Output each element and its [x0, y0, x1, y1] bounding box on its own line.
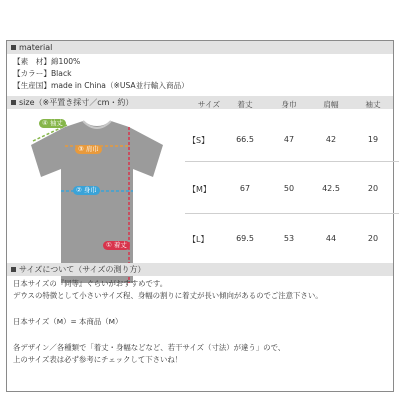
col-header-sleeve: 袖丈: [365, 100, 381, 109]
material-fabric: 【素 材】綿100%: [13, 57, 81, 66]
cell-m-sleeve: 20: [367, 184, 379, 193]
row-label-s: 【S】: [188, 136, 210, 145]
cell-l-shoulder: 44: [325, 234, 337, 243]
row-label-l: 【L】: [188, 235, 209, 244]
cell-m-width: 50: [283, 184, 295, 193]
length-marker: ① 着丈: [103, 241, 130, 250]
material-heading: material: [19, 43, 53, 52]
col-header-length: 着丈: [237, 100, 253, 109]
size-heading: size（※平置き採寸／cm・約）: [19, 98, 134, 107]
cell-m-shoulder: 42.5: [322, 184, 340, 193]
row-divider: [185, 161, 399, 162]
material-origin: 【生産国】made in China（※USA並行輸入商品）: [13, 81, 189, 90]
row-divider: [185, 213, 399, 214]
about-line: 各デザイン／各種類で「着丈・身幅などなど、若干サイズ（寸法）が違う」ので、: [13, 343, 286, 352]
shoulder-marker: ③ 肩巾: [75, 145, 102, 154]
row-label-m: 【M】: [188, 185, 211, 194]
square-bullet-icon: [11, 45, 16, 50]
cell-s-length: 66.5: [236, 135, 254, 144]
cell-s-shoulder: 42: [325, 135, 337, 144]
about-line: 日本サイズの『同等』ぐらいがおすすめです。: [13, 279, 168, 288]
cell-s-sleeve: 19: [367, 135, 379, 144]
width-marker: ② 身巾: [73, 186, 100, 195]
about-heading: サイズについて（サイズの測り方）: [19, 265, 146, 274]
col-header-size: サイズ: [197, 100, 221, 109]
col-header-shoulder: 肩幅: [323, 100, 339, 109]
material-section-header: [7, 41, 393, 54]
col-header-width: 身巾: [281, 100, 297, 109]
about-line: デウスの特徴として小さいサイズ程、身幅の割りに着丈が長い傾向があるのでご注意下さい。: [13, 291, 323, 300]
about-line: 日本サイズ（M）= 本商品（M）: [13, 317, 123, 326]
cell-s-width: 47: [283, 135, 295, 144]
square-bullet-icon: [11, 267, 16, 272]
cell-l-length: 69.5: [236, 234, 254, 243]
about-line: 上のサイズ表は必ず参考にチェックして下さいね！: [13, 355, 183, 364]
cell-m-length: 67: [239, 184, 251, 193]
product-spec-panel: [6, 40, 394, 392]
cell-l-sleeve: 20: [367, 234, 379, 243]
about-section-header: [7, 263, 393, 276]
material-color: 【カラー】Black: [13, 69, 72, 78]
cell-l-width: 53: [283, 234, 295, 243]
square-bullet-icon: [11, 100, 16, 105]
sleeve-marker: ④ 袖丈: [39, 119, 66, 128]
